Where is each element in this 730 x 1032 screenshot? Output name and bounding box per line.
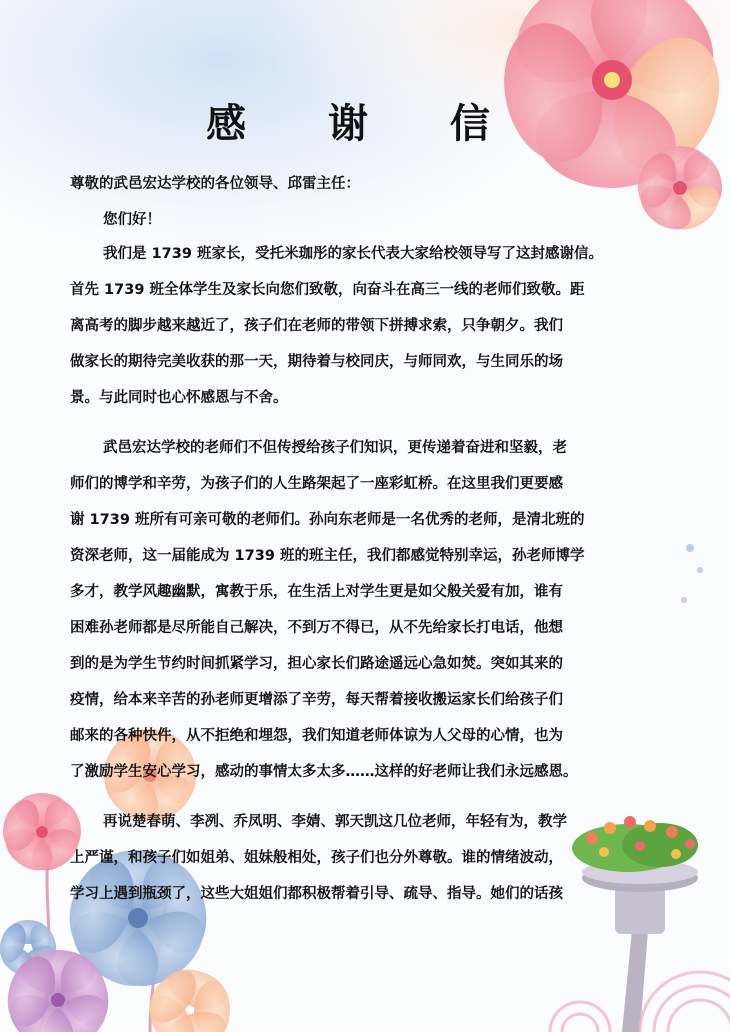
letter-line: 我们是 1739 班家长，受托米珈彤的家长代表大家给校领导写了这封感谢信。 [103,246,603,262]
letter-line: 武邑宏达学校的老师们不但传授给孩子们知识，更传递着奋进和坚毅，老 [103,440,567,456]
letter-title: 感 谢 信 [206,100,524,147]
letter-line: 师们的博学和辛劳，为孩子们的人生路架起了一座彩虹桥。在这里我们更要感 [70,476,563,492]
letter-greeting: 您们好！ [103,212,161,228]
letter-line: 困难孙老师都是尽所能自己解决，不到万不得已，从不先给家长打电话，他想 [70,620,563,636]
letter-line: 再说楚春萌、李冽、乔凤明、李婧、郭天凯这几位老师，年轻有为，教学 [103,814,567,830]
letter-salutation: 尊敬的武邑宏达学校的各位领导、邱雷主任： [70,176,360,192]
letter-line: 学习上遇到瓶颈了，这些大姐姐们都积极帮着引导、疏导、指导。她们的话孩 [70,886,563,902]
letter-line: 首先 1739 班全体学生及家长向您们致敬，向奋斗在高三一线的老师们致敬。距 [70,282,585,298]
letter-line: 了激励学生安心学习，感动的事情太多太多……这样的好老师让我们永远感恩。 [70,764,578,780]
letter-line: 疫情，给本来辛苦的孙老师更增添了辛劳，每天帮着接收搬运家长们给孩子们 [70,692,563,708]
letter-line: 到的是为学生节约时间抓紧学习，担心家长们路途遥远心急如焚。突如其来的 [70,656,563,672]
letter-line: 离高考的脚步越来越近了，孩子们在老师的带领下拼搏求索，只争朝夕。我们 [70,318,563,334]
letter-line: 做家长的期待完美收获的那一天，期待着与校同庆，与师同欢，与生同乐的场 [70,354,563,370]
letter-line: 邮来的各种快件，从不拒绝和埋怨，我们知道老师体谅为人父母的心情，也为 [70,728,563,744]
letter-line: 多才，教学风趣幽默，寓教于乐，在生活上对学生更是如父般关爱有加，谁有 [70,584,563,600]
letter-line: 景。与此同时也心怀感恩与不舍。 [70,390,288,406]
letter-line: 谢 1739 班所有可亲可敬的老师们。孙向东老师是一名优秀的老师，是清北班的 [70,512,585,528]
letter-line: 上严谨，和孩子们如姐弟、姐妹般相处，孩子们也分外尊敬。谁的情绪波动， [70,850,563,866]
letter-line: 资深老师，这一届能成为 1739 班的班主任，我们都感觉特别幸运，孙老师博学 [70,548,585,564]
